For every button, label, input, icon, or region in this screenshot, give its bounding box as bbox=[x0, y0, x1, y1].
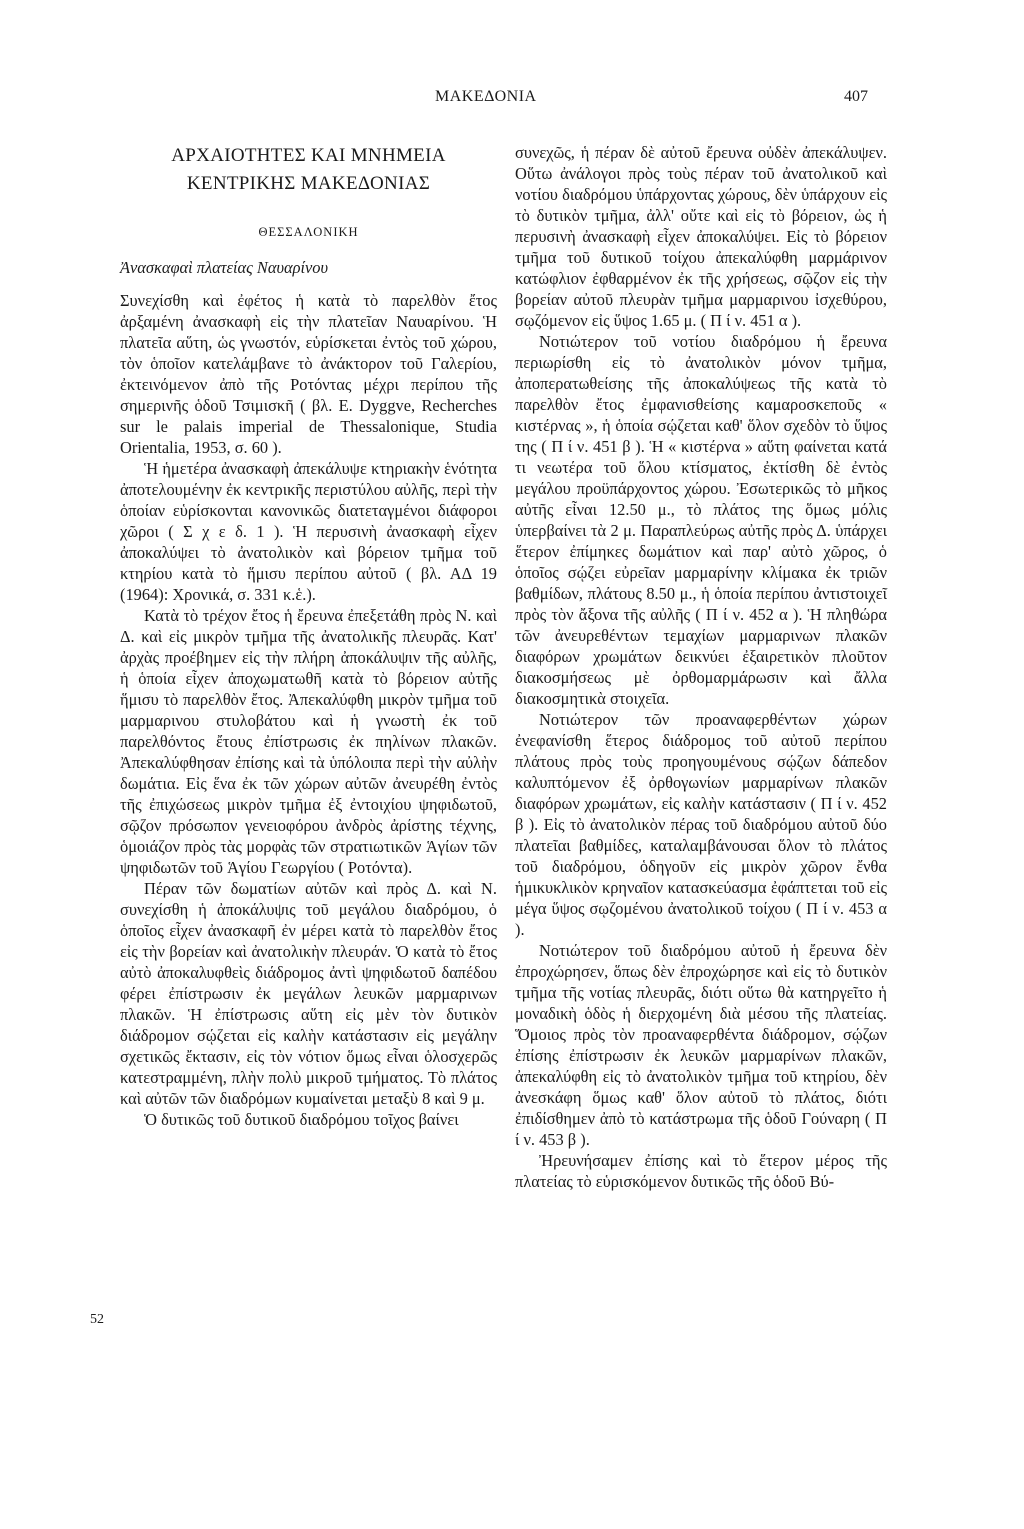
running-head bbox=[0, 88, 1024, 112]
left-column bbox=[120, 142, 497, 1130]
paragraph: Νοτιώτερον τῶν προαναφερθέντων χώρων ἐνεφανίσθη ἕτερος διάδρομος τοῦ αὐτοῦ περίπου πλάτους πρὸς τοὺς προηγουμένους σῴζων δάπεδον καλυπτόμενον ἐξ ὀρθογωνίων μαρμαρίνων πλακῶν διαφόρων χρωμάτων, εἰς καλὴν κατάστασιν ( Π ί ν. 452 β ). Εἰς τὸ ἀνατολικὸν πέρας τοῦ διαδρόμου αὐτοῦ δύο πλατεῖαι βαθμίδες, καταλαμβάνουσαι ὅλον τὸ πλάτος τοῦ διαδρόμου, ὁδηγοῦν εἰς μικρὸν χῶρον ἔνθα ἡμικυκλικὸν κρηναῖον κατασκεύασμα ἐφάπτεται τοῦ εἰς μέγα ὕψος σῳζομένου ἀνατολικοῦ τοίχου ( Π ί ν. 453 α ). bbox=[515, 710, 887, 939]
right-column bbox=[515, 142, 887, 1192]
running-title: ΜΑΚΕΔΟΝΙΑ bbox=[435, 88, 537, 105]
paragraph: Νοτιώτερον τοῦ νοτίου διαδρόμου ἡ ἔρευνα περιωρίσθη εἰς τὸ ἀνατολικὸν μόνον τμῆμα, ἀποπερατωθείσης τῆς ἀποκαλύψεως τῆς κατὰ τὸ παρελθὸν ἔτος ἐμφανισθείσης καμαροσκεποῦς « κιστέρνας », ἡ ὁποία σῴζεται καθ' ὅλον σχεδὸν τὸ ὕψος της ( Π ί ν. 451 β ). Ἡ « κιστέρνα » αὕτη φαίνεται κατά τι νεωτέρα τοῦ ὅλου κτίσματος, ἐκτίσθη δὲ ἐντὸς μεγάλου προϋπάρχοντος χώρου. Ἐσωτερικῶς τὸ μῆκος αὐτῆς εἶναι 12.50 μ., τὸ πλάτος της ὅμως μόλις ὑπερβαίνει τὰ 2 μ. Παραπλεύρως αὐτῆς πρὸς Δ. ὑπάρχει ἕτερον ἐπίμηκες δωμάτιον καὶ παρ' αὐτὸ χῶρος, ὁ ὁποῖος σῴζει εὐρεῖαν μαρμαρίνην κλίμακα ἐκ τριῶν βαθμίδων, πλάτους 8.50 μ., ἡ ὁποία περίπου ἀντιστοιχεῖ πρὸς τὸν ἄξονα τῆς αὐλῆς ( Π ί ν. 452 α ). Ἡ πληθώρα τῶν ἀνευρεθέντων τεμαχίων μαρμαρινων πλακῶν διαφόρων χρωμάτων δεικνύει ἐξαιρετικὸν πλοῦτον διακοσμήσεως μὲ ὀρθομαρμάρωσιν καὶ ἄλλα διακοσμητικὰ στοιχεῖα. bbox=[515, 332, 887, 708]
paragraph: Κατὰ τὸ τρέχον ἔτος ἡ ἔρευνα ἐπεξετάθη πρὸς Ν. καὶ Δ. καὶ εἰς μικρὸν τμῆμα τῆς ἀνατολικῆς πλευρᾶς. Κατ' ἀρχὰς προέβημεν εἰς τὴν πλήρη ἀποκάλυψιν τῆς αὐλῆς, ἡ ὁποία εἶχεν ἀποχωματωθῆ κατὰ τὸ βόρειον αὐτῆς ἥμισυ τὸ παρελθὸν ἔτος. Ἀπεκαλύφθη μικρὸν τμῆμα τοῦ μαρμαρινου στυλοβάτου καὶ ἡ γνωστὴ ἐκ τοῦ παρελθόντος ἔτους ἐπίστρωσις ἐκ πηλίνων πλακῶν. Ἀπεκαλύφθησαν ἐπίσης καὶ τὰ ὑπόλοιπα περὶ τὴν αὐλὴν δωμάτια. Εἰς ἕνα ἐκ τῶν χώρων αὐτῶν ἀνευρέθη ἐντὸς τῆς ἐπιχώσεως μικρὸν τμῆμα ἐξ ἐντοιχίου ψηφιδωτοῦ, σῷζον πρόσωπον γενειοφόρου ἀνδρὸς ἀρίστης τέχνης, ὁμοιάζον πρὸς τὰς μορφὰς τῶν στρατιωτικῶν Ἁγίων τῶν ψηφιδωτῶν τοῦ Ἁγίου Γεωργίου ( Ροτόντα). bbox=[120, 606, 497, 877]
paragraph: Ὁ δυτικῶς τοῦ δυτικοῦ διαδρόμου τοῖχος βαίνει bbox=[144, 1110, 459, 1129]
section-heading: Ἀνασκαφαὶ πλατείας Ναυαρίνου bbox=[120, 258, 328, 277]
title-line-1: ΑΡΧΑΙΟΤΗΤΕΣ ΚΑΙ ΜΝΗΜΕΙΑ bbox=[171, 145, 446, 166]
paragraph: Συνεχίσθη καὶ ἐφέτος ἡ κατὰ τὸ παρελθὸν ἔτος ἀρξαμένη ἀνασκαφὴ εἰς τὴν πλατεῖαν Ναυαρίνου. Ἡ πλατεῖα αὕτη, ὡς γνωστόν, εὑρίσκεται ἐντὸς τοῦ χώρου, τὸν ὁποῖον κατελάμβανε τὸ ἀνάκτορον τοῦ Γαλερίου, ἐκτεινόμενον ἀπὸ τῆς Ροτόντας μέχρι περίπου τῆς σημερινῆς ὁδοῦ Τσιμισκῆ ( βλ. E. Dyggve, Recherches sur le palais imperial de Thessalonique, Studia Orientalia, 1953, σ. 60 ). bbox=[120, 291, 497, 457]
article-title bbox=[120, 142, 497, 198]
paragraph: Πέραν τῶν δωματίων αὐτῶν καὶ πρὸς Δ. καὶ Ν. συνεχίσθη ἡ ἀποκάλυψις τοῦ μεγάλου διαδρόμου, ὁ ὁποῖος εἶχεν ἀνασκαφῆ ἐν μέρει κατὰ τὸ παρελθὸν ἔτος εἰς τὴν βορείαν καὶ ἀνατολικὴν πλευράν. Ὁ κατὰ τὸ ἔτος αὐτὸ ἀποκαλυφθεὶς διάδρομος ἀντὶ ψηφιδωτοῦ δαπέδου φέρει ἐπίστρωσιν ἐκ μεγάλων λευκῶν μαρμαρινων πλακῶν. Ἡ ἐπίστρωσις αὕτη εἰς μὲν τὸν δυτικὸν διάδρομον σῴζεται εἰς καλὴν κατάστασιν εἰς μεγάλην σχετικῶς ἔκτασιν, εἰς τὸν νότιον ὅμως εἶναι ὁλοσχερῶς κατεστραμμένη, πλὴν πολὺ μικροῦ τμήματος. Τὸ πλάτος καὶ αὐτῶν τῶν διαδρόμων κυμαίνεται μεταξὺ 8 καὶ 9 μ. bbox=[120, 879, 497, 1108]
title-line-2: ΚΕΝΤΡΙΚΗΣ ΜΑΚΕΔΟΝΙΑΣ bbox=[186, 173, 431, 194]
page-number: 407 bbox=[844, 88, 868, 105]
paragraph: συνεχῶς, ἡ πέραν δὲ αὐτοῦ ἔρευνα οὐδὲν ἀπεκάλυψεν. Οὕτω ἀνάλογοι πρὸς τοὺς πέραν τοῦ ἀνατολικοῦ καὶ νοτίου διαδρόμου ὑπάρχοντας χώρους, δὲν ὑπάρχουν εἰς τὸ δυτικὸν τμῆμα, ἀλλ' οὔτε καὶ εἰς τὸ βόρειον, ὡς ἡ περυσινὴ ἀνασκαφὴ εἶχεν ἀποκαλύψει. Εἰς τὸ βόρειον τμῆμα τοῦ δυτικοῦ τοίχου ἀπεκαλύφθη μαρμάρινον κατώφλιον ἐφθαρμένον ἐκ τῆς χρήσεως, σῷζον εἰς τὴν βορείαν αὐτοῦ πλευρὰν τμῆμα μαρμαρινου ἰσχεθύρου, σῳζόμενον εἰς ὕψος 1.65 μ. ( Π ί ν. 451 α ). bbox=[515, 143, 887, 330]
place-heading: ΘΕΣΣΑΛΟΝΙΚΗ bbox=[258, 225, 359, 239]
sheet-number: 52 bbox=[90, 1312, 104, 1327]
paragraph: Νοτιώτερον τοῦ διαδρόμου αὐτοῦ ἡ ἔρευνα δὲν ἐπροχώρησεν, ὅπως δὲν ἐπροχώρησε καὶ εἰς τὸ δυτικὸν τμῆμα τῆς νοτίας πλευρᾶς, διότι οὕτω θὰ κατηργεῖτο ἡ μοναδικὴ ὁδὸς ἡ διερχομένη διὰ μέσου τῆς πλατείας. Ὅμοιος πρὸς τὸν προαναφερθέντα διάδρομον, σῴζων ἐπίσης ἐπίστρωσιν ἐκ λευκῶν μαρμαρίνων πλακῶν, ἀπεκαλύφθη εἰς τὸ ἀνατολικὸν τμῆμα τοῦ κτηρίου, δὲν ἀνεσκάφη ὅμως καθ' ὅλον αὐτοῦ τὸ πλάτος, διότι ἐπιδίσθημεν ἀπὸ τὸ κατάστρωμα τῆς ὁδοῦ Γούναρη ( Π ί ν. 453 β ). bbox=[515, 941, 887, 1149]
paragraph: Ἠρευνήσαμεν ἐπίσης καὶ τὸ ἕτερον μέρος τῆς πλατείας τὸ εὑρισκόμενον δυτικῶς τῆς ὁδοῦ Βύ- bbox=[515, 1151, 887, 1191]
paragraph: Ἡ ἡμετέρα ἀνασκαφὴ ἀπεκάλυψε κτηριακὴν ἑνότητα ἀποτελουμένην ἐκ κεντρικῆς περιστύλου αὐλῆς, περὶ τὴν ὁποίαν εὑρίσκονται κανονικῶς διατεταγμένοι διάφοροι χῶροι ( Σ χ ε δ. 1 ). Ἡ περυσινὴ ἀνασκαφὴ εἶχεν ἀποκαλύψει τὸ ἀνατολικὸν καὶ βόρειον τμῆμα τοῦ κτηρίου κατὰ τὸ ἥμισυ περίπου αὐτοῦ ( βλ. ΑΔ 19 (1964): Χρονικά, σ. 331 κ.ἑ.). bbox=[120, 459, 497, 604]
